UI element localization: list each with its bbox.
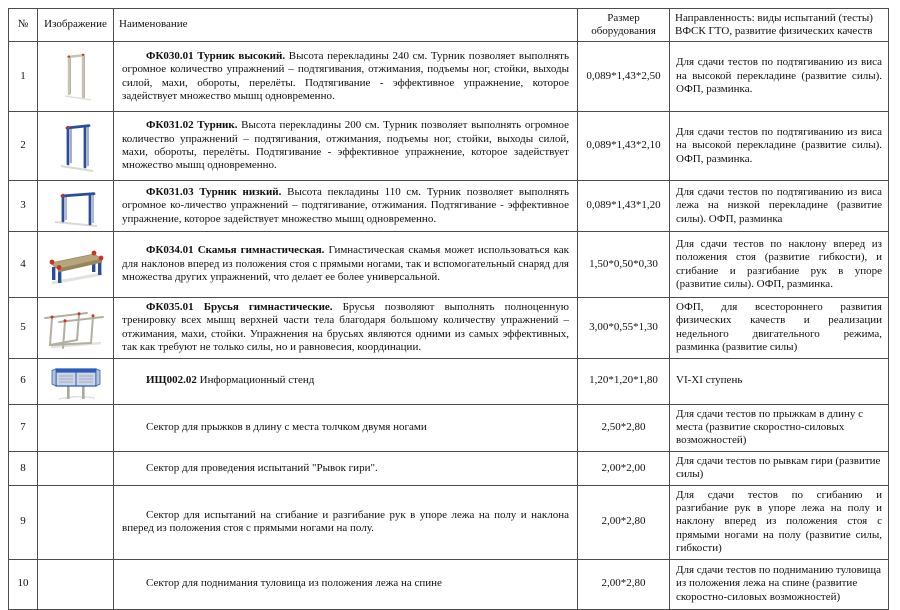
equipment-size: 1,50*0,50*0,30 bbox=[578, 232, 670, 298]
equipment-image-cell bbox=[38, 451, 114, 485]
equipment-image-cell bbox=[38, 298, 114, 359]
parallel-bars-image bbox=[41, 303, 111, 353]
row-number: 5 bbox=[9, 298, 38, 359]
equipment-direction: Для сдачи тестов по подтягиванию из виса на высокой перекладине (развитие силы). ОФП, разминка. bbox=[670, 112, 889, 181]
header-image: Изображение bbox=[38, 9, 114, 42]
equipment-direction: Для сдачи тестов по сгибанию и разгибание рук в упоре лежа на полу и наклону вперед из положения стоя с прямыми ногами на полу (развитие силы, гибкости) bbox=[670, 485, 889, 559]
equipment-size: 0,089*1,43*1,20 bbox=[578, 181, 670, 232]
equipment-size: 2,50*2,80 bbox=[578, 404, 670, 451]
equipment-description: ФК031.02 Турник. Высота перекладины 200 см. Турник позволяет выполнять огромное количество упражнений – подтягивания, отжимания, подъемы ног, стойки, выходы силой, махи, обороты, перелёты. Подтягивание - эффективное упражнение, которое задействует множество мышц одновременно. bbox=[114, 112, 578, 181]
table-row bbox=[9, 42, 889, 112]
row-number: 10 bbox=[9, 559, 38, 609]
equipment-description: ФК031.03 Турник низкий. Высота пекладины 110 см. Турник позволяет выполнять огромное ко-личество упражнений – подтягивание, отжимания. Подтягивание - эффективное упражнение, которое задействует множество мышц одновременно. bbox=[114, 181, 578, 232]
header-row bbox=[9, 9, 889, 42]
equipment-direction: Для сдачи тестов по подтягиванию из виса на высокой перекладине (развитие силы). ОФП, разминка. bbox=[670, 42, 889, 112]
header-size: Размер оборудования bbox=[578, 9, 670, 42]
table-row bbox=[9, 232, 889, 298]
equipment-description: ФК030.01 Турник высокий. Высота перекладины 240 см. Турник позволяет выполнять огромное количество упражнений – подтягивания, отжимания, подъемы ног, стойки, выходы силой, махи, обороты, перелёты. Подтягивание - эффективное упражнение, которое задействует множество мышц одновременно. bbox=[114, 42, 578, 112]
table-row bbox=[9, 298, 889, 359]
equipment-size: 1,20*1,20*1,80 bbox=[578, 358, 670, 404]
row-number: 9 bbox=[9, 485, 38, 559]
header-name: Наименование bbox=[114, 9, 578, 42]
equipment-image-cell bbox=[38, 559, 114, 609]
equipment-direction: Для сдачи тестов по наклону вперед из положения стоя (развитие гибкости), и сгибание и разгибание рук в упоре (развитие силы). ОФП, разминка. bbox=[670, 232, 889, 298]
equipment-size: 3,00*0,55*1,30 bbox=[578, 298, 670, 359]
equipment-direction: ОФП, для всестороннего развития физических качеств и реализации недельного двигательного режима, разминка (развитие силы) bbox=[670, 298, 889, 359]
equipment-image-cell bbox=[38, 485, 114, 559]
table-row bbox=[9, 559, 889, 609]
equipment-direction: Для сдачи тестов по прыжкам в длину с места (развитие скоростно-силовых возможностей) bbox=[670, 404, 889, 451]
row-number: 8 bbox=[9, 451, 38, 485]
equipment-direction: VI-XI ступень bbox=[670, 358, 889, 404]
equipment-direction: Для сдачи тестов по подтягиванию из виса лежа на низкой перекладине (развитие силы). ОФП, разминка bbox=[670, 181, 889, 232]
equipment-description: ФК035.01 Брусья гимнастические. Брусья позволяют выполнять полноценную тренировку всех мышц верхней части тела благодаря большому количеству упражнений – отжимания, махи, стойки. Упражнения на брусьях являются одними из самых эффективных, так как требуют не только силы, но и равновесия, координации. bbox=[114, 298, 578, 359]
gymnastic-bench-image bbox=[44, 239, 108, 291]
equipment-image-cell bbox=[38, 42, 114, 112]
equipment-size: 2,00*2,80 bbox=[578, 485, 670, 559]
table-row bbox=[9, 451, 889, 485]
equipment-image-cell bbox=[38, 232, 114, 298]
equipment-size: 2,00*2,00 bbox=[578, 451, 670, 485]
horizontal-bar-image bbox=[47, 116, 105, 176]
equipment-table bbox=[8, 8, 889, 610]
equipment-description: Сектор для проведения испытаний "Рывок гири". bbox=[114, 451, 578, 485]
row-number: 3 bbox=[9, 181, 38, 232]
equipment-direction: Для сдачи тестов по подниманию туловища из положения лежа на спине (развитие скоростно-силовых возможностей) bbox=[670, 559, 889, 609]
table-row bbox=[9, 358, 889, 404]
equipment-image-cell bbox=[38, 358, 114, 404]
equipment-image-cell bbox=[38, 112, 114, 181]
header-direction: Направленность: виды испытаний (тесты) ВФСК ГТО, развитие физических качеств bbox=[670, 9, 889, 42]
equipment-image-cell bbox=[38, 404, 114, 451]
table-row bbox=[9, 404, 889, 451]
equipment-size: 2,00*2,80 bbox=[578, 559, 670, 609]
row-number: 1 bbox=[9, 42, 38, 112]
equipment-description: Сектор для прыжков в длину с места толчком двумя ногами bbox=[114, 404, 578, 451]
equipment-description: ФК034.01 Скамья гимнастическая. Гимнастическая скамья может использоваться как для наклонов вперед из положения стоя с прямыми ногами, так и вспомогательный снаряд для множества других упражнений, что делает ее более универсальной. bbox=[114, 232, 578, 298]
row-number: 7 bbox=[9, 404, 38, 451]
equipment-image-cell bbox=[38, 181, 114, 232]
equipment-direction: Для сдачи тестов по рывкам гири (развитие силы) bbox=[670, 451, 889, 485]
equipment-size: 0,089*1,43*2,10 bbox=[578, 112, 670, 181]
header-num: № bbox=[9, 9, 38, 42]
row-number: 2 bbox=[9, 112, 38, 181]
low-horizontal-bar-image bbox=[47, 182, 105, 230]
equipment-size: 0,089*1,43*2,50 bbox=[578, 42, 670, 112]
row-number: 4 bbox=[9, 232, 38, 298]
row-number: 6 bbox=[9, 358, 38, 404]
equipment-description: ИЩ002.02 Информационный стенд bbox=[114, 358, 578, 404]
table-row bbox=[9, 181, 889, 232]
equipment-description: Сектор для поднимания туловища из положения лежа на спине bbox=[114, 559, 578, 609]
high-horizontal-bar-image bbox=[47, 47, 105, 107]
table-row bbox=[9, 112, 889, 181]
information-stand-image bbox=[47, 359, 105, 403]
equipment-description: Сектор для испытаний на сгибание и разгибание рук в упоре лежа на полу и наклона вперед из положения стоя с прямыми ногами на полу. bbox=[114, 485, 578, 559]
table-row bbox=[9, 485, 889, 559]
